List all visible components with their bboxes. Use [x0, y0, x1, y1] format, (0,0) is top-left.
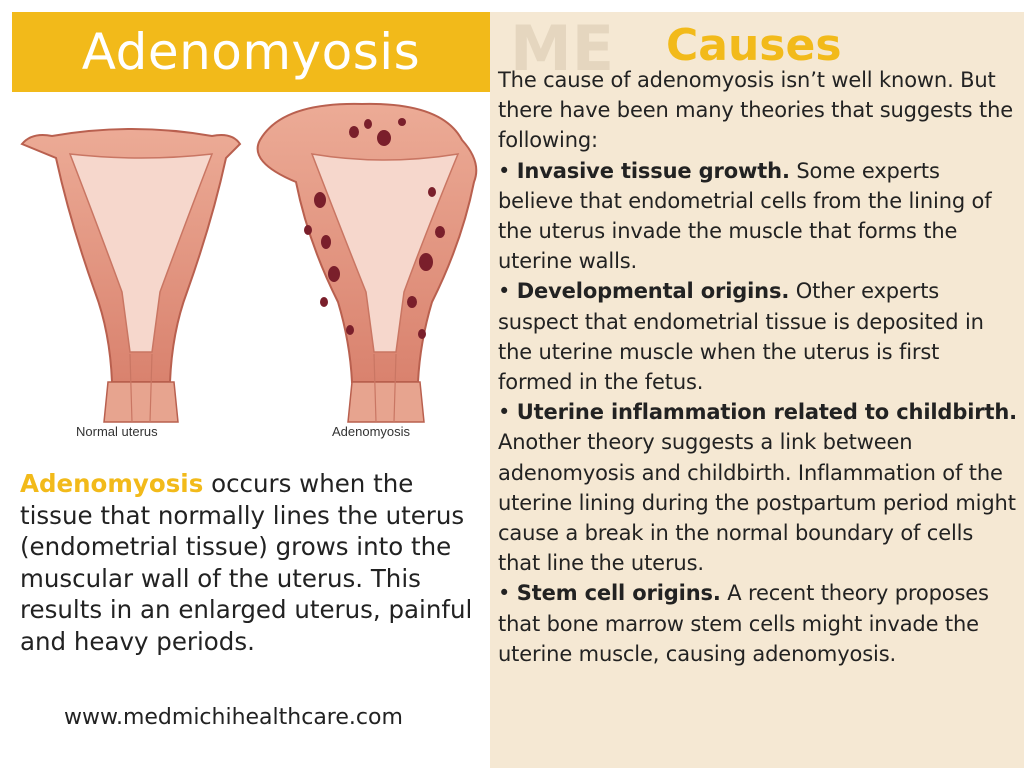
- website-url: www.medmichihealthcare.com: [64, 705, 403, 730]
- watermark-text: ME: [510, 16, 615, 76]
- intro-term: Adenomyosis: [20, 469, 204, 498]
- normal-uterus-drawing: [22, 129, 240, 422]
- cause-heading: Uterine inflammation related to childbirth.: [516, 400, 1017, 425]
- uterus-comparison-image: [12, 92, 490, 452]
- cause-text: Another theory suggests a link between adenomyosis and childbirth. Inflammation of the uterine lining during the postpartum period might cause a break in the normal boundary of cells that line the uterus.: [498, 430, 1016, 576]
- causes-body: [498, 65, 1018, 669]
- cause-text: Some experts believe that endometrial cells from the lining of the uterus invade the muscle that forms the uterine walls.: [498, 158, 992, 274]
- cause-item: • Invasive tissue growth. Some experts believe that endometrial cells from the lining of the uterus invade the muscle that forms the uterine walls.: [498, 158, 992, 274]
- caption-adenomyosis: Adenomyosis: [332, 424, 411, 439]
- cause-heading: Developmental origins.: [516, 279, 790, 304]
- cause-heading: Stem cell origins.: [516, 581, 721, 606]
- caption-normal-uterus: Normal uterus: [76, 424, 158, 439]
- uterus-illustration: [12, 92, 490, 452]
- cause-heading: Invasive tissue growth.: [516, 158, 790, 183]
- intro-text: occurs when the tissue that normally lines the uterus (endometrial tissue) grows into the muscular wall of the uterus. This results in an enlarged uterus, painful and heavy periods.: [20, 469, 473, 656]
- cause-item: • Uterine inflammation related to childbirth. Another theory suggests a link between adenomyosis and childbirth. Inflammation of the uterine lining during the postpartum period might cause a break in the normal boundary of cells that line the uterus.: [498, 400, 1017, 576]
- cause-item: • Developmental origins. Other experts suspect that endometrial tissue is deposited in the uterine muscle when the uterus is first formed in the fetus.: [498, 279, 984, 395]
- adenomyosis-uterus-drawing: [258, 104, 477, 422]
- title-banner: [12, 12, 490, 92]
- causes-panel: [490, 12, 1024, 768]
- cause-item: • Stem cell origins. A recent theory proposes that bone marrow stem cells might invade the uterine muscle, causing adenomyosis.: [498, 581, 989, 666]
- page-title: Adenomyosis: [81, 23, 421, 81]
- intro-paragraph: [20, 468, 482, 657]
- cause-text: A recent theory proposes that bone marrow stem cells might invade the uterine muscle, causing adenomyosis.: [498, 581, 989, 666]
- cause-text: Other experts suspect that endometrial tissue is deposited in the uterine muscle when the uterus is first formed in the fetus.: [498, 279, 984, 395]
- causes-title: Causes: [666, 20, 842, 71]
- causes-intro: The cause of adenomyosis isn’t well known. But there have been many theories that suggests the following:: [498, 68, 1013, 153]
